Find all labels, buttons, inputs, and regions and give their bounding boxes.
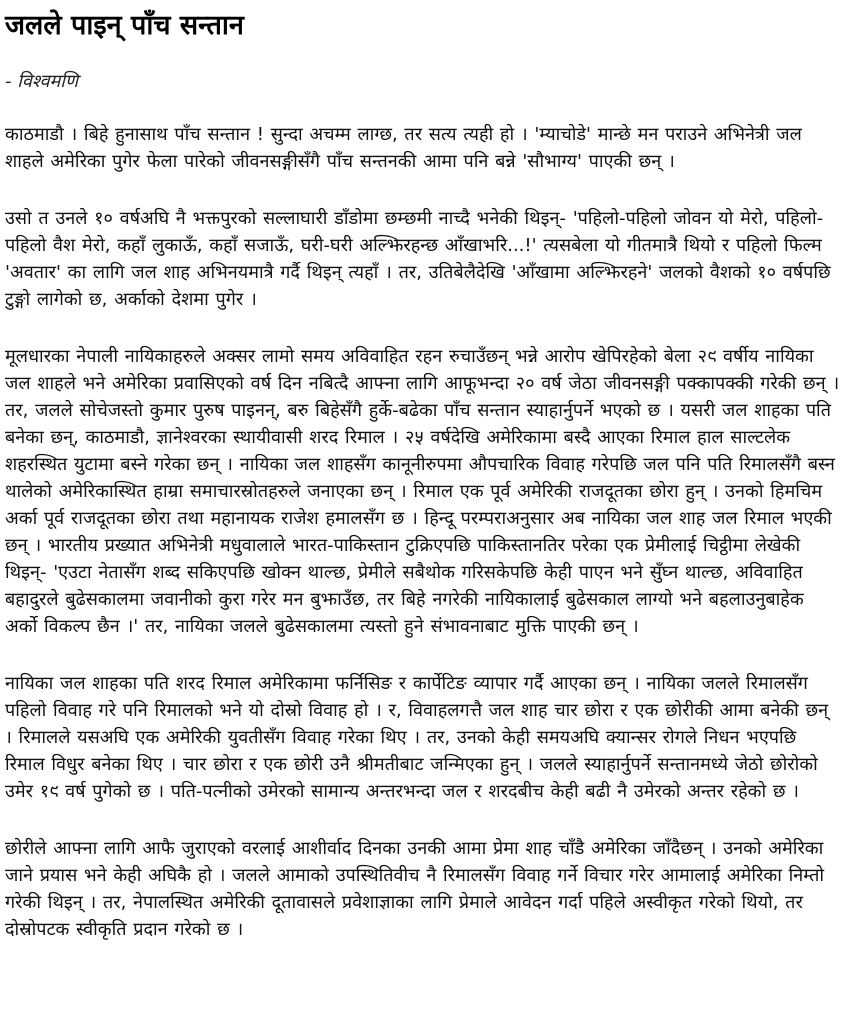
article-body: [5, 121, 841, 943]
byline: - विश्वमणि: [5, 71, 78, 93]
paragraph: छोरीले आफ्ना लागि आफै जुराएको वरलाई आशीर्वाद दिनका उनकी आमा प्रेमा शाह चाँडै अमेरिका जाँदैछन् । उनको अमेरिका जाने प्रयास भने केही अघिकै हो । जलले आमाको उपस्थितिवीच नै रिमालसँग विवाह गर्ने विचार गरेर आमालाई अमेरिका निम्तो गरेकी थिइन् । तर, नेपालस्थित अमेरिकी दूतावासले प्रवेशाज्ञाका लागि प्रेमाले आवेदन गर्दा पहिले अस्वीकृत गरेको थियो, तर दोस्रोपटक स्वीकृति प्रदान गरेको छ ।: [5, 838, 825, 941]
paragraph: नायिका जल शाहका पति शरद रिमाल अमेरिकामा फर्निसिङ र कार्पेटिङ व्यापार गर्दै आएका छन् । नायिका जलले रिमालसँग पहिलो विवाह गरे पनि रिमालको भने यो दोस्रो विवाह हो । र, विवाहलगत्तै जल शाह चार छोरा र एक छोरीकी आमा बनेकी छन् । रिमालले यसअघि एक अमेरिकी युवतीसँग विवाह गरेका थिए । तर, उनको केही समयअघि क्यान्सर रोगले निधन भएपछि रिमाल विधुर बनेका थिए । चार छोरा र एक छोरी उनै श्रीमतीबाट जन्मिएका हुन् । जलले स्याहार्नुपर्ने सन्तानमध्ये जेठो छोरोको उमेर १९ वर्ष पुगेको छ । पति-पत्नीको उमेरको सामान्य अन्तरभन्दा जल र शरदबीच केही बढी नै उमेरको अन्तर रहेको छ ।: [5, 673, 829, 803]
paragraph: उसो त उनले १० वर्षअघि नै भक्तपुरको सल्लाघारी डाँडोमा छम्छमी नाच्दै भनेकी थिइन्- 'पहिलो-पहिलो जोवन यो मेरो, पहिलो-पहिलो वैश मेरो, कहाँ लुकाऊँ, कहाँ सजाऊँ, घरी-घरी अल्झिरहन्छ आँखाभरि...!' त्यसबेला यो गीतमात्रै थियो र पहिलो फिल्म 'अवतार' का लागि जल शाह अभिनयमात्रै गर्दै थिइन् त्यहाँ । तर, उतिबेलैदेखि 'आँखामा अल्झिरहने' जलको वैशको १० वर्षपछि टुङ्गो लागेको छ, अर्काको देशमा पुगेर ।: [5, 208, 831, 311]
paragraph: मूलधारका नेपाली नायिकाहरुले अक्सर लामो समय अविवाहित रहन रुचाउँछन् भन्ने आरोप खेपिरहेको बेला २९ वर्षीय नायिका जल शाहले भने अमेरिका प्रवासिएको वर्ष दिन नबित्दै आफ्ना लागि आफूभन्दा २० वर्ष जेठा जीवनसङ्गी पक्कापक्की गरेकी छन् । तर, जलले सोचेजस्तो कुमार पुरुष पाइनन्, बरु बिहेसँगै हुर्के-बढेका पाँच सन्तान स्याहार्नुपर्ने भएको छ । यसरी जल शाहका पति बनेका छन्, काठमाडौ, ज्ञानेश्वरका स्थायीवासी शरद रिमाल । २५ वर्षदेखि अमेरिकामा बस्दै आएका रिमाल हाल साल्टलेक शहरस्थित युटामा बस्ने गरेका छन् । नायिका जल शाहसँग कानूनीरुपमा औपचारिक विवाह गरेपछि जल पनि पति रिमालसँगै बस्न थालेको अमेरिकास्थित हाम्रा समाचारस्रोतहरुले जनाएका छन् । रिमाल एक पूर्व अमेरिकी राजदूतका छोरा हुन् । उनको हिमचिम अर्का पूर्व राजदूतका छोरा तथा महानायक राजेश हमालसँग छ । हिन्दू परम्पराअनुसार अब नायिका जल शाह जल रिमाल भएकी छन् । भारतीय प्रख्यात अभिनेत्री मधुवालाले भारत-पाकिस्तान टुक्रिएपछि पाकिस्तानतिर परेका एक प्रेमीलाई चिट्ठीमा लेखेकी थिइन्- 'एउटा नेतासँग शब्द सकिएपछि खोक्न थाल्छ, प्रेमीले सबैथोक गरिसकेपछि केही पाएन भने सुँघ्न थाल्छ, अविवाहित बहादुरले बुढेसकालमा जवानीको कुरा गरेर मन बुझाउँछ, तर बिहे नगरेकी नायिकालाई बुढेसकाल लाग्यो भने बहलाउनुबाहेक अर्को विकल्प छैन ।' तर, नायिका जलले बुढेसकालमा त्यस्तो हुने संभावनाबाट मुक्ति पाएकी छन् ।: [5, 346, 840, 638]
paragraph: काठमाडौ । बिहे हुनासाथ पाँच सन्तान ! सुन्दा अचम्म लाग्छ, तर सत्य त्यही हो । 'म्याचोडे' मान्छे मन पराउने अभिनेत्री जल शाहले अमेरिका पुगेर फेला पारेको जीवनसङ्गीसँगै पाँच सन्तनकी आमा पनि बन्ने 'सौभाग्य' पाएकी छन् ।: [5, 124, 802, 173]
article-title: जलले पाइन् पाँच सन्तान: [5, 10, 244, 41]
